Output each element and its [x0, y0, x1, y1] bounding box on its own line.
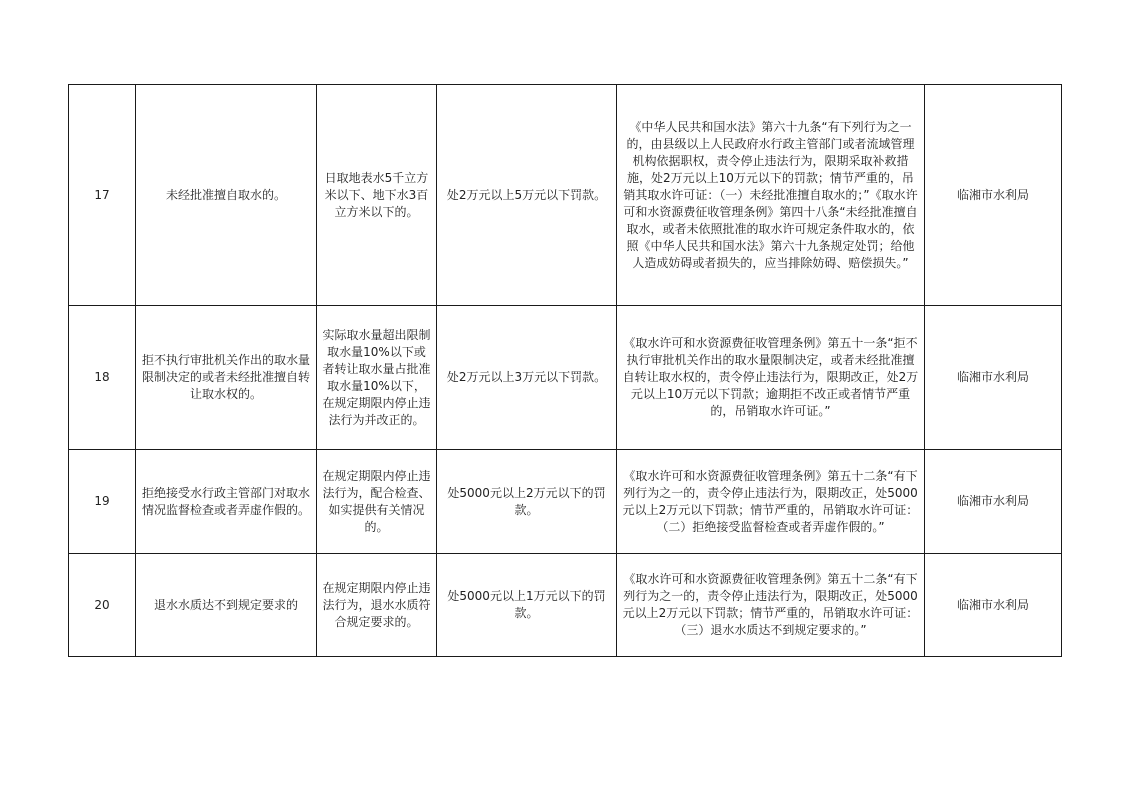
row-number: 19 [69, 450, 136, 554]
legal-basis: 《取水许可和水资源费征收管理条例》第五十一条“拒不执行审批机关作出的取水量限制决定，或者未经批准擅自转让取水权的，责令停止违法行为，限期改正，处2万元以上10万元以下罚款；逾期拒不改正或者情节严重的，吊销取水许可证。” [617, 306, 925, 450]
table-row [69, 554, 1062, 657]
penalty-standard: 处5000元以上2万元以下的罚款。 [437, 450, 617, 554]
enforcement-organ: 临湘市水利局 [925, 306, 1062, 450]
violation-item: 未经批准擅自取水的。 [136, 85, 317, 306]
row-number: 20 [69, 554, 136, 657]
violation-item: 退水水质达不到规定要求的 [136, 554, 317, 657]
enforcement-organ: 临湘市水利局 [925, 450, 1062, 554]
table-row [69, 450, 1062, 554]
light-condition: 在规定期限内停止违法行为，配合检查、如实提供有关情况的。 [317, 450, 437, 554]
penalty-standard: 处2万元以上3万元以下罚款。 [437, 306, 617, 450]
row-number: 17 [69, 85, 136, 306]
violation-item: 拒绝接受水行政主管部门对取水情况监督检查或者弄虚作假的。 [136, 450, 317, 554]
legal-basis: 《取水许可和水资源费征收管理条例》第五十二条“有下列行为之一的，责令停止违法行为，限期改正，处5000元以上2万元以下罚款；情节严重的，吊销取水许可证：（三）退水水质达不到规定要求的。” [617, 554, 925, 657]
legal-basis: 《取水许可和水资源费征收管理条例》第五十二条“有下列行为之一的，责令停止违法行为，限期改正，处5000元以上2万元以下罚款；情节严重的，吊销取水许可证：（二）拒绝接受监督检查或者弄虚作假的。” [617, 450, 925, 554]
violation-item: 拒不执行审批机关作出的取水量限制决定的或者未经批准擅自转让取水权的。 [136, 306, 317, 450]
enforcement-organ: 临湘市水利局 [925, 554, 1062, 657]
penalty-standard: 处5000元以上1万元以下的罚款。 [437, 554, 617, 657]
penalty-standard: 处2万元以上5万元以下罚款。 [437, 85, 617, 306]
enforcement-organ: 临湘市水利局 [925, 85, 1062, 306]
legal-basis: 《中华人民共和国水法》第六十九条“有下列行为之一的，由县级以上人民政府水行政主管部门或者流域管理机构依据职权，责令停止违法行为，限期采取补救措施，处2万元以上10万元以下的罚款；情节严重的，吊销其取水许可证：（一）未经批准擅自取水的；”《取水许可和水资源费征收管理条例》第四十八条“未经批准擅自取水，或者未依照批准的取水许可规定条件取水的，依照《中华人民共和国水法》第六十九条规定处罚；给他人造成妨碍或者损失的，应当排除妨碍、赔偿损失。” [617, 85, 925, 306]
light-condition: 实际取水量超出限制取水量10%以下或者转让取水量占批准取水量10%以下，在规定期限内停止违法行为并改正的。 [317, 306, 437, 450]
row-number: 18 [69, 306, 136, 450]
light-condition: 在规定期限内停止违法行为，退水水质符合规定要求的。 [317, 554, 437, 657]
table-row [69, 306, 1062, 450]
table-row [69, 85, 1062, 306]
light-condition: 日取地表水5千立方米以下、地下水3百立方米以下的。 [317, 85, 437, 306]
penalty-standards-table [68, 84, 1062, 657]
